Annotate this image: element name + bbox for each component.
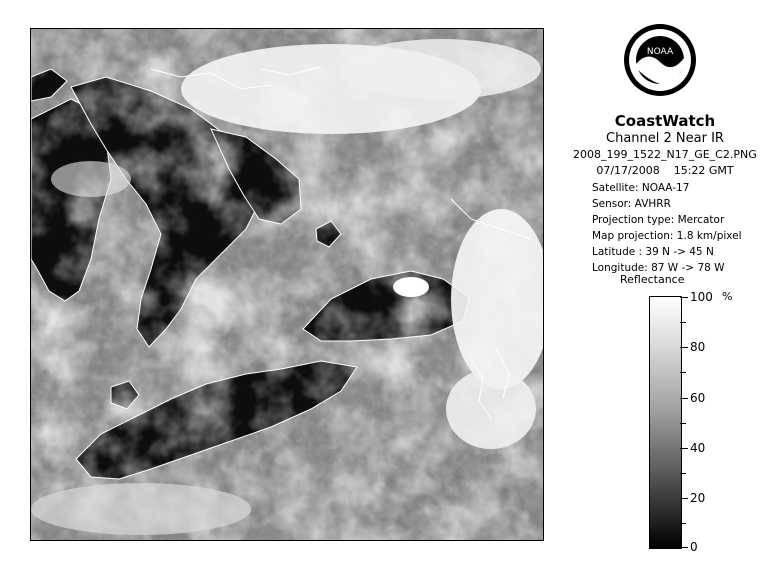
file-name: 2008_199_1522_N17_GE_C2.PNG xyxy=(573,148,757,161)
noaa-logo xyxy=(622,20,698,108)
satellite-info: Satellite: NOAA-17 xyxy=(592,182,690,194)
map-projection: Map projection: 1.8 km/pixel xyxy=(592,230,742,242)
cloud-cover xyxy=(31,29,543,540)
product-title: CoastWatch xyxy=(614,112,716,130)
sensor-info: Sensor: AVHRR xyxy=(592,198,671,210)
acquisition-datetime: 07/17/2008 15:22 GMT xyxy=(596,164,734,177)
colorbar-tick-label: 100 xyxy=(690,290,713,304)
colorbar-tick-label: 20 xyxy=(690,491,706,505)
reflectance-colorbar xyxy=(649,296,682,549)
colorbar-tick-label: 60 xyxy=(690,391,706,405)
colorbar-tick xyxy=(680,297,688,298)
longitude-range: Longitude: 87 W -> 78 W xyxy=(592,262,725,274)
colorbar-tick xyxy=(680,498,688,499)
colorbar-title: Reflectance xyxy=(620,273,685,286)
colorbar-tick xyxy=(680,547,688,548)
projection-type: Projection type: Mercator xyxy=(592,214,725,226)
logo-text: NOAA xyxy=(646,47,674,57)
colorbar-tick xyxy=(680,448,688,449)
colorbar-tick xyxy=(680,347,688,348)
colorbar-tick-label: 0 xyxy=(690,540,698,554)
noaa-logo-icon xyxy=(622,20,698,108)
colorbar-tick xyxy=(680,398,688,399)
cloud-south xyxy=(31,483,251,535)
channel-label: Channel 2 Near IR xyxy=(606,131,724,146)
colorbar-tick xyxy=(680,473,686,474)
map-canvas xyxy=(31,29,543,540)
satellite-map[interactable] xyxy=(30,28,544,541)
colorbar-tick xyxy=(680,423,686,424)
colorbar-tick xyxy=(680,372,686,373)
colorbar-tick xyxy=(680,523,686,524)
colorbar-unit: % xyxy=(722,290,733,303)
colorbar-tick xyxy=(680,322,686,323)
colorbar-tick-label: 40 xyxy=(690,441,706,455)
latitude-range: Latitude : 39 N -> 45 N xyxy=(592,246,714,258)
colorbar-tick-label: 80 xyxy=(690,340,706,354)
